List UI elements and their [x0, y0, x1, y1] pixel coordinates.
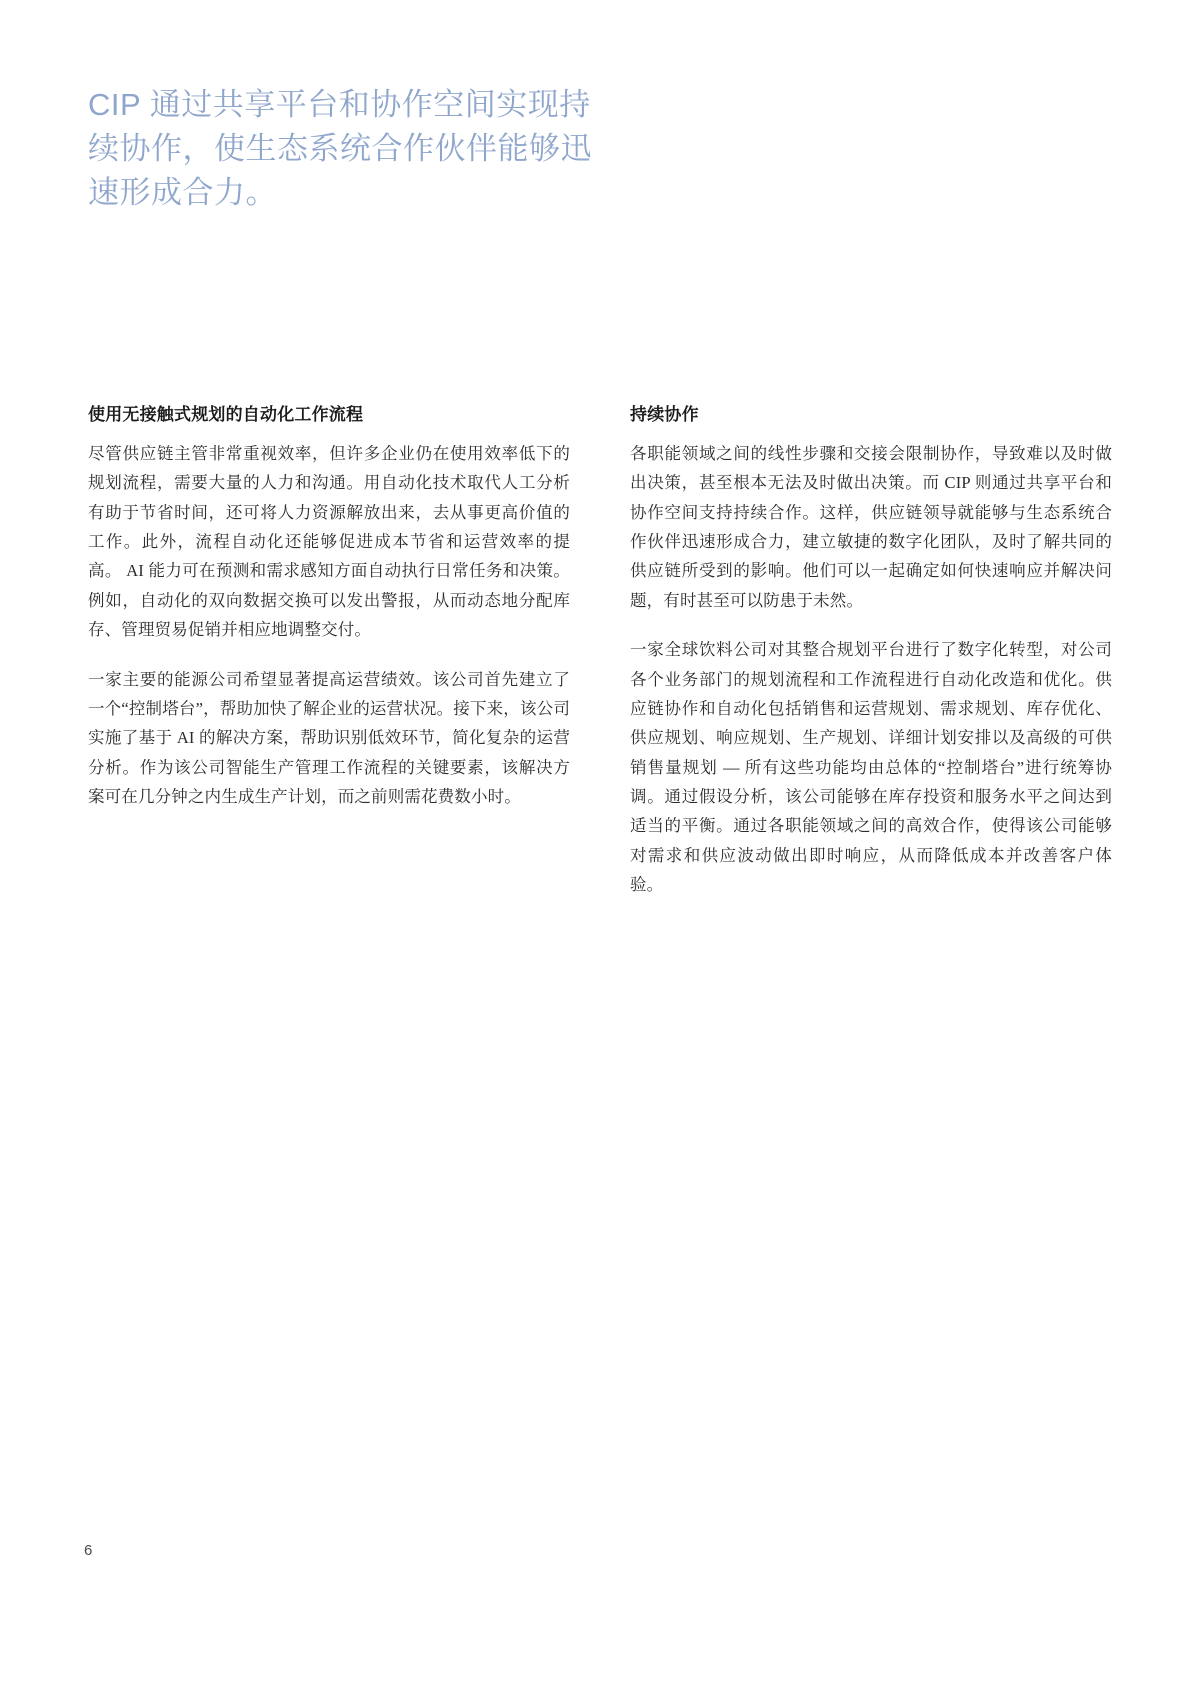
two-column-body [88, 400, 1112, 899]
right-column [630, 400, 1112, 899]
page-number: 6 [84, 1542, 93, 1559]
left-column [88, 400, 570, 899]
left-column-paragraph-2: 一家主要的能源公司希望显著提高运营绩效。该公司首先建立了一个“控制塔台”，帮助加快了解企业的运营状况。接下来，该公司实施了基于 AI 的解决方案，帮助识别低效环节，简化复杂的运营分析。作为该公司智能生产管理工作流程的关键要素，该解决方案可在几分钟之内生成生产计划，而之前则需花费数小时。 [88, 669, 570, 806]
page-headline: CIP 通过共享平台和协作空间实现持续协作，使生态系统合作伙伴能够迅速形成合力。 [88, 86, 592, 210]
right-column-paragraph-2: 一家全球饮料公司对其整合规划平台进行了数字化转型，对公司各个业务部门的规划流程和工作流程进行自动化改造和优化。供应链协作和自动化包括销售和运营规划、需求规划、库存优化、供应规划、响应规划、生产规划、详细计划安排以及高级的可供销售量规划 — 所有这些功能均由总体的“控制塔台”进行统筹协调。通过假设分析，该公司能够在库存投资和服务水平之间达到适当的平衡。通过各职能领域之间的高效合作，使得该公司能够对需求和供应波动做出即时响应，从而降低成本并改善客户体验。 [630, 640, 1112, 895]
left-column-paragraph-1: 尽管供应链主管非常重视效率，但许多企业仍在使用效率低下的规划流程，需要大量的人力和沟通。用自动化技术取代人工分析有助于节省时间，还可将人力资源解放出来，去从事更高价值的工作。此外，流程自动化还能够促进成本节省和运营效率的提高。 AI 能力可在预测和需求感知方面自动执行日常任务和决策。例如，自动化的双向数据交换可以发出警报，从而动态地分配库存、管理贸易促销并相应地调整交付。 [88, 444, 570, 640]
right-column-heading: 持续协作 [630, 405, 699, 424]
left-column-heading: 使用无接触式规划的自动化工作流程 [88, 405, 364, 424]
right-column-paragraph-1: 各职能领域之间的线性步骤和交接会限制协作，导致难以及时做出决策，甚至根本无法及时做出决策。而 CIP 则通过共享平台和协作空间支持持续合作。这样，供应链领导就能够与生态系统合作伙伴迅速形成合力，建立敏捷的数字化团队，及时了解共同的供应链所受到的影响。他们可以一起确定如何快速响应并解决问题，有时甚至可以防患于未然。 [630, 444, 1112, 610]
